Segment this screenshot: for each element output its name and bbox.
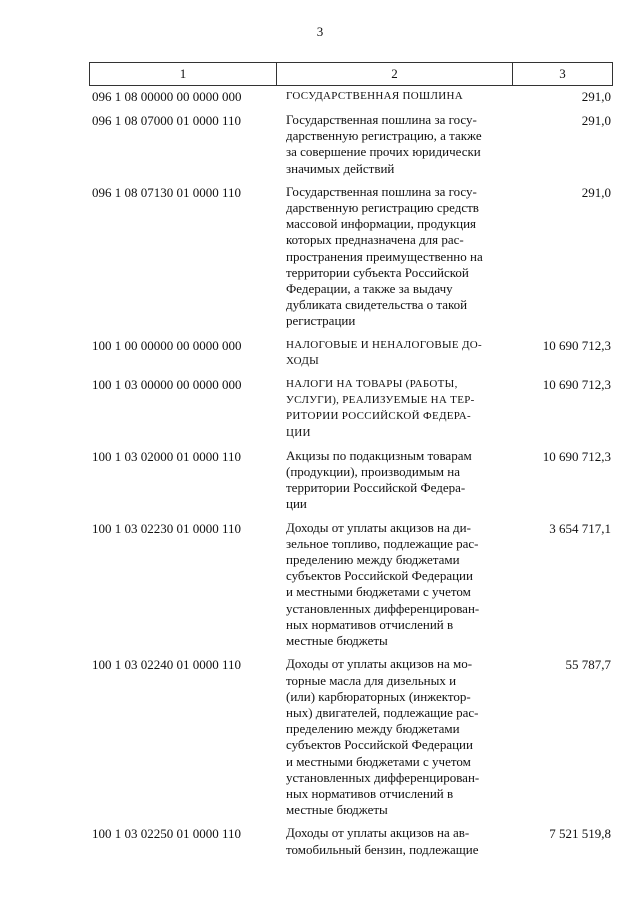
- description-line: (продукции), производимым на: [286, 464, 461, 480]
- description-line: дарственную регистрацию средств: [286, 200, 479, 216]
- budget-classification-code: 100 1 03 00000 00 0000 000: [92, 377, 242, 393]
- description-line: Доходы от уплаты акцизов на ди-: [286, 519, 471, 535]
- page-number: 3: [316, 24, 324, 39]
- description-line: Доходы от уплаты акцизов на мо-: [286, 656, 473, 672]
- table-row: [89, 376, 613, 441]
- table-row: [89, 112, 613, 177]
- description-line: РИТОРИИ РОССИЙСКОЙ ФЕДЕРА-: [286, 410, 472, 423]
- income-description: [286, 337, 518, 369]
- table-row: [89, 448, 613, 513]
- amount-value: 7 521 519,8: [549, 826, 611, 842]
- income-description: [286, 112, 518, 177]
- description-line: (или) карбюраторных (инжектор-: [286, 688, 471, 704]
- table-header: [89, 62, 613, 86]
- budget-classification-code: 100 1 03 02230 01 0000 110: [92, 520, 242, 536]
- description-line: томобильный бензин, подлежащие: [286, 841, 479, 857]
- table-row: [89, 88, 613, 105]
- description-line: торные масла для дизельных и: [286, 672, 457, 688]
- table-row: [89, 520, 613, 650]
- income-description: [286, 88, 518, 104]
- budget-classification-code: 096 1 08 00000 00 0000 000: [92, 89, 242, 104]
- description-line: ных) двигателей, подлежащие рас-: [286, 704, 479, 720]
- description-line: ХОДЫ: [286, 354, 320, 367]
- description-line: территории Российской Федера-: [286, 480, 466, 496]
- table-body: [89, 88, 613, 865]
- description-line: дарственную регистрацию, а также: [286, 128, 482, 144]
- description-line: ГОСУДАРСТВЕННАЯ ПОШЛИНА: [286, 90, 463, 102]
- description-line: пространения преимущественно на: [286, 248, 483, 264]
- description-line: Акцизы по подакцизным товарам: [286, 447, 472, 463]
- description-line: ных нормативов отчислений в: [286, 785, 454, 801]
- budget-classification-code: 100 1 03 02240 01 0000 110: [92, 657, 242, 673]
- description-line: Федерации, а также за выдачу: [286, 281, 453, 297]
- budget-classification-code: 100 1 03 02000 01 0000 110: [92, 448, 242, 464]
- column-header-code: 1: [90, 63, 277, 85]
- description-line: зельное топливо, подлежащие рас-: [286, 535, 479, 551]
- income-description: [286, 520, 518, 650]
- description-line: установленных дифференцирован-: [286, 769, 480, 785]
- budget-classification-code: 096 1 08 07000 01 0000 110: [92, 113, 242, 128]
- description-line: пределению между бюджетами: [286, 552, 460, 568]
- description-line: Государственная пошлина за госу-: [286, 183, 477, 199]
- description-line: УСЛУГИ), РЕАЛИЗУЕМЫЕ НА ТЕР-: [286, 394, 475, 407]
- budget-classification-code: 100 1 00 00000 00 0000 000: [92, 337, 242, 353]
- amount-value: 10 690 712,3: [542, 337, 611, 353]
- table-row: [89, 184, 613, 330]
- description-line: и местными бюджетами с учетом: [286, 584, 471, 600]
- amount-value: 55 787,7: [565, 657, 611, 673]
- description-line: значимых действий: [286, 160, 395, 176]
- description-line: Доходы от уплаты акцизов на ав-: [286, 825, 470, 841]
- description-line: субъектов Российской Федерации: [286, 737, 473, 753]
- budget-classification-code: 100 1 03 02250 01 0000 110: [92, 826, 242, 842]
- description-line: дубликата свидетельства о такой: [286, 297, 468, 313]
- table-row: [89, 337, 613, 369]
- description-line: и местными бюджетами с учетом: [286, 753, 471, 769]
- description-line: массовой информации, продукция: [286, 216, 477, 232]
- amount-value: 291,0: [581, 89, 611, 104]
- description-line: за совершение прочих юридически: [286, 144, 481, 160]
- description-line: местные бюджеты: [286, 633, 388, 649]
- description-line: Государственная пошлина за госу-: [286, 112, 477, 127]
- description-line: ции: [286, 496, 307, 512]
- amount-value: 291,0: [581, 184, 611, 200]
- amount-value: 291,0: [581, 113, 611, 128]
- income-description: [286, 448, 518, 513]
- description-line: местные бюджеты: [286, 802, 388, 818]
- table-row: [89, 656, 613, 818]
- budget-classification-code: 096 1 08 07130 01 0000 110: [92, 184, 242, 200]
- column-header-amount: 3: [559, 66, 566, 81]
- income-description: [286, 656, 518, 818]
- table-row: [89, 825, 613, 857]
- description-line: установленных дифференцирован-: [286, 600, 480, 616]
- income-description: [286, 825, 518, 857]
- description-line: территории субъекта Российской: [286, 264, 469, 280]
- income-description: [286, 184, 518, 330]
- amount-value: 3 654 717,1: [549, 520, 611, 536]
- amount-value: 10 690 712,3: [542, 377, 611, 393]
- income-description: [286, 376, 518, 441]
- amount-value: 10 690 712,3: [542, 448, 611, 464]
- description-line: ЦИИ: [286, 426, 311, 439]
- description-line: НАЛОГОВЫЕ И НЕНАЛОГОВЫЕ ДО-: [286, 338, 483, 351]
- description-line: ных нормативов отчислений в: [286, 616, 454, 632]
- column-header-description: 2: [277, 63, 513, 85]
- description-line: регистрации: [286, 313, 356, 329]
- description-line: субъектов Российской Федерации: [286, 568, 473, 584]
- description-line: которых предназначена для рас-: [286, 232, 464, 248]
- description-line: НАЛОГИ НА ТОВАРЫ (РАБОТЫ,: [286, 378, 458, 391]
- description-line: пределению между бюджетами: [286, 721, 460, 737]
